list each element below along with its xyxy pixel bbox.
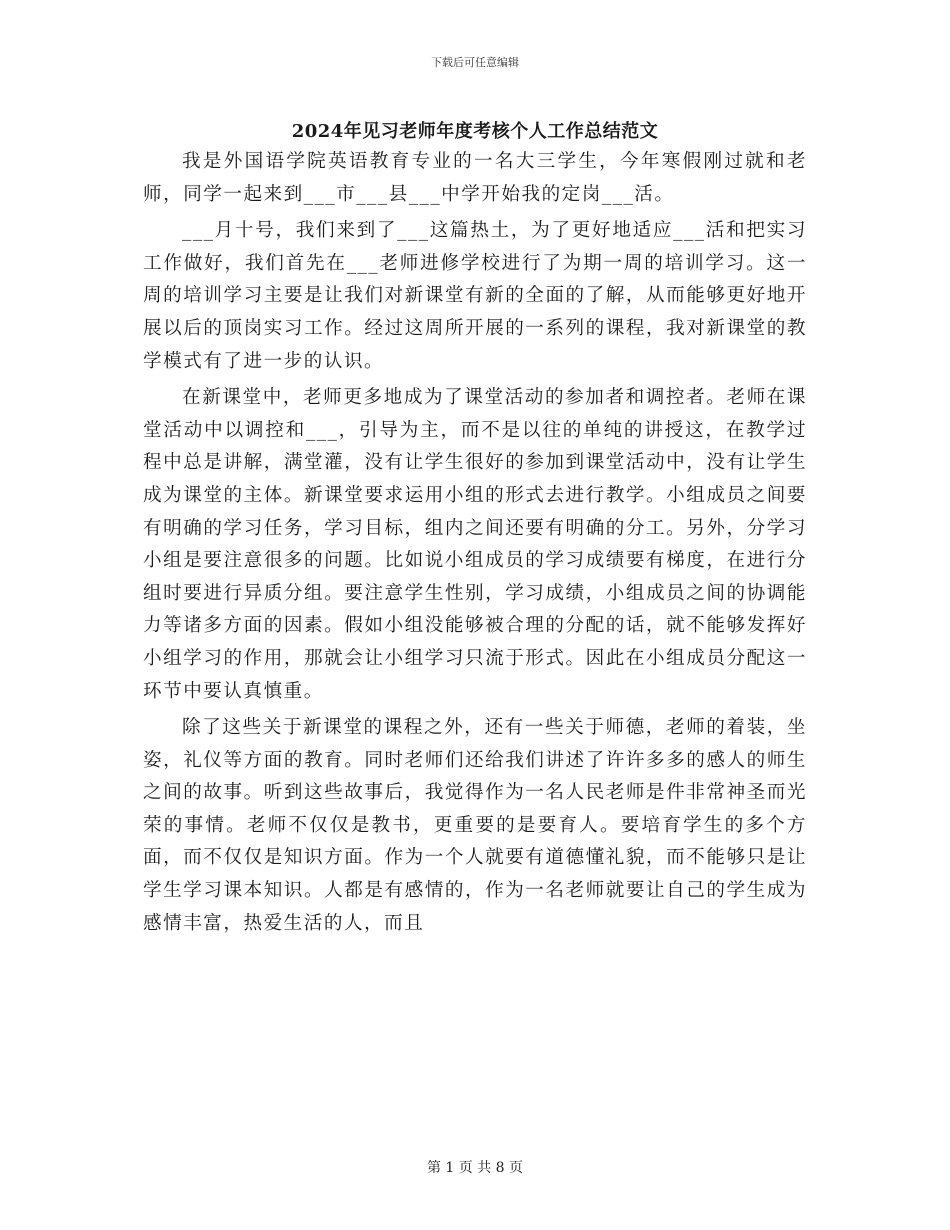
- paragraph: 除了这些关于新课堂的课程之外，还有一些关于师德，老师的着装，坐姿，礼仪等方面的教育。同时老师们还给我们讲述了许许多多的感人的师生之间的故事。听到这些故事后，我觉得作为一名人民老师是件非常神圣而光荣的事情。老师不仅仅是教书，更重要的是要育人。要培育学生的多个方面，而不仅仅是知识方面。作为一个人就要有道德懂礼貌，而不能够只是让学生学习课本知识。人都是有感情的，作为一名老师就要让自己的学生成为感情丰富，热爱生活的人，而且: [143, 717, 807, 934]
- paragraph: 在新课堂中，老师更多地成为了课堂活动的参加者和调控者。老师在课堂活动中以调控和___，引导为主，而不是以往的单纯的讲授这，在教学过程中总是讲解，满堂灌，没有让学生很好的参加到课堂活动中，没有让学生成为课堂的主体。新课堂要求运用小组的形式去进行教学。小组成员之间要有明确的学习任务，学习目标，组内之间还要有明确的分工。另外，分学习小组是要注意很多的问题。比如说小组成员的学习成绩要有梯度，在进行分组时要进行异质分组。要注意学生性别，学习成绩，小组成员之间的协调能力等诸多方面的因素。假如小组没能够被合理的分配的话，就不能够发挥好小组学习的作用，那就会让小组学习只流于形式。因此在小组成员分配这一环节中要认真慎重。: [143, 387, 807, 702]
- page-number: 第 1 页 共 8 页: [426, 1160, 524, 1176]
- page-header-note: 下载后可任意编辑: [431, 56, 519, 69]
- paragraph: 我是外国语学院英语教育专业的一名大三学生，今年寒假刚过就和老师，同学一起来到___市___县___中学开始我的定岗___活。: [143, 151, 807, 205]
- document-title: 2024年见习老师年度考核个人工作总结范文: [291, 121, 659, 142]
- document-body: [143, 146, 807, 940]
- paragraph: ___月十号，我们来到了___这篇热土，为了更好地适应___活和把实习工作做好，我们首先在___老师进修学校进行了为期一周的培训学习。这一周的培训学习主要是让我们对新课堂有新的全面的了解，从而能够更好地开展以后的顶岗实习工作。经过这周所开展的一系列的课程，我对新课堂的教学模式有了进一步的认识。: [143, 220, 807, 372]
